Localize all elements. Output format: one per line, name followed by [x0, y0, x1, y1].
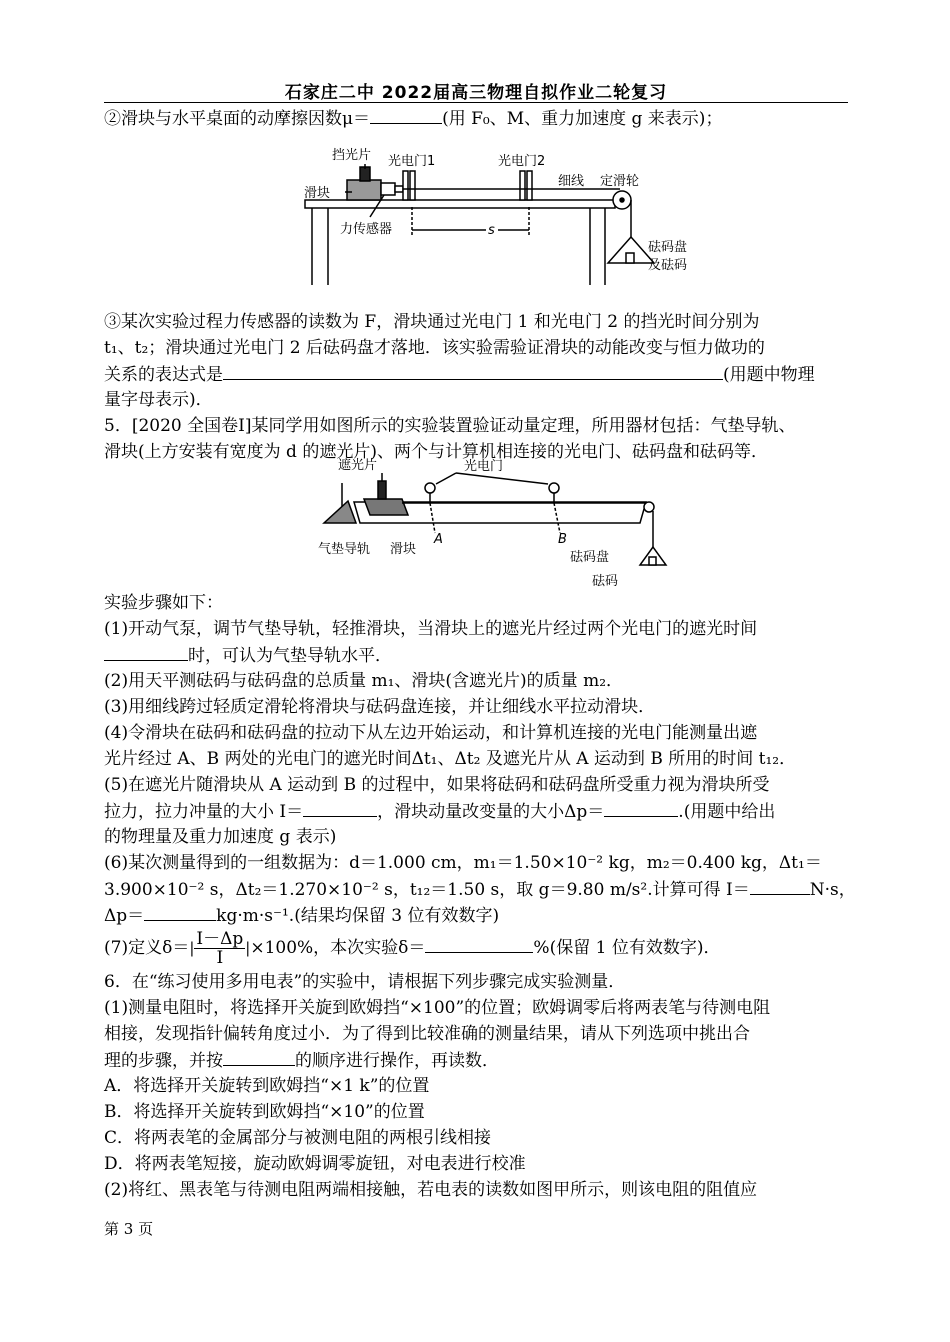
q5-step-2: (2)用天平测砝码与砝码盘的总质量 m₁、滑块(含遮光片)的质量 m₂． [104, 671, 624, 691]
fig-label-force-sensor: 力传感器 [340, 222, 393, 237]
q5-step-1a: (1)开动气泵，调节气垫导轨，轻推滑块，当滑块上的遮光片经过两个光电门的遮光时间 [104, 619, 758, 639]
answer-blank [104, 643, 188, 661]
fig-label-string: 细线 [558, 174, 585, 189]
page-header: 石家庄二中 2022届高三物理自拟作业二轮复习 [284, 83, 668, 103]
fig-label-air-track: 气垫导轨 [318, 542, 371, 557]
header-rule [104, 102, 848, 103]
q5-step-7: (7)定义δ＝| $\frac{I-\Delta p}{I}$ |×100%，本次实验δ＝ %(保留 1 位有效数字)． [104, 929, 721, 968]
q5-step-6c: Δp＝ kg·m·s⁻¹.(结果均保留 3 位有效数字) [104, 903, 499, 928]
q5-step-6a: (6)某次测量得到的一组数据为：d＝1.000 cm，m₁＝1.50×10⁻² kg，m₂＝0.400 kg，Δt₁＝ [104, 853, 822, 873]
fig-label-blocking-plate: 挡光片 [332, 148, 372, 163]
q5-step-6b: 3.900×10⁻² s，Δt₂＝1.270×10⁻² s，t₁₂＝1.50 s，取 g＝9.80 m/s².计算可得 I＝ N·s， [104, 877, 856, 902]
q5-step-3: (3)用细线跨过轻质定滑轮将滑块与砝码盘连接，并让细线水平拉动滑块． [104, 697, 656, 717]
q4-line-3a: ③某次实验过程力传感器的读数为 F，滑块通过光电门 1 和光电门 2 的挡光时间分别为 [104, 312, 760, 332]
answer-blank [604, 799, 678, 817]
q6-option-a: A．将选择开关旋转到欧姆挡“×1 k”的位置 [104, 1076, 430, 1096]
answer-blank [144, 903, 216, 921]
fig-label-distance-s: s [488, 223, 495, 238]
fig-label-slider: 滑块 [390, 542, 417, 557]
answer-blank [223, 1048, 295, 1066]
q4-line-2: ②滑块与水平桌面的动摩擦因数μ＝ (用 F₀、M、重力加速度 g 来表示)； [104, 106, 722, 131]
q5-step-5b: 拉力，拉力冲量的大小 I＝ ，滑块动量改变量的大小Δp＝ .(用题中给出 [104, 799, 775, 824]
answer-blank [223, 362, 723, 380]
q5-intro-1: 5．[2020 全国卷Ⅰ]某同学用如图所示的实验装置验证动量定理，所用器材包括：气垫导轨、 [104, 416, 796, 436]
page-number: 第 3 页 [104, 1220, 154, 1238]
q5-steps-title: 实验步骤如下： [104, 593, 223, 613]
fig-label-photogate: 光电门 [464, 459, 504, 474]
q5-step-5c: 的物理量及重力加速度 g 表示) [104, 827, 337, 847]
q6-option-b: B．将选择开关旋转到欧姆挡“×10”的位置 [104, 1102, 425, 1122]
q5-step-1b: 时，可认为气垫导轨水平． [104, 643, 392, 668]
answer-blank [303, 799, 377, 817]
answer-blank [750, 877, 810, 895]
q6-intro: 6．在“练习使用多用电表”的实验中，请根据下列步骤完成实验测量． [104, 972, 626, 992]
fig-label-weights: 砝码 [592, 574, 619, 589]
fig-label-point-b: B [558, 532, 567, 547]
fig-label-pan: 砝码盘 [570, 550, 610, 565]
q4-line-3b: t₁、t₂；滑块通过光电门 2 后砝码盘才落地．该实验需验证滑块的动能改变与恒力做功的 [104, 338, 765, 358]
fig-label-pan: 砝码盘 [648, 240, 688, 255]
q6-part-1a: (1)测量电阻时，将选择开关旋到欧姆挡“×100”的位置；欧姆调零后将两表笔与待测电阻 [104, 998, 771, 1018]
q6-part-1c: 理的步骤，并按 的顺序进行操作，再读数． [104, 1048, 499, 1073]
q5-step-5a: (5)在遮光片随滑块从 A 运动到 B 的过程中，如果将砝码和砝码盘所受重力视为滑块所受 [104, 775, 770, 795]
q4-line-3d: 量字母表示)． [104, 390, 213, 410]
q6-part-1b: 相接，发现指针偏转角度过小．为了得到比较准确的测量结果，请从下列选项中挑出合 [104, 1024, 750, 1044]
q6-option-d: D．将两表笔短接，旋动欧姆调零旋钮，对电表进行校准 [104, 1154, 526, 1174]
q6-part-2: (2)将红、黑表笔与待测电阻两端相接触，若电表的读数如图甲所示，则该电阻的阻值应 [104, 1180, 758, 1200]
answer-blank [370, 106, 442, 124]
q5-step-4b: 光片经过 A、B 两处的光电门的遮光时间Δt₁、Δt₂ 及遮光片从 A 运动到 B 所用的时间 t₁₂． [104, 749, 797, 769]
fig-label-photogate-2: 光电门2 [498, 154, 546, 169]
fig-label-weights: 及砝码 [648, 258, 688, 273]
figure-q5-air-track [310, 455, 680, 590]
answer-blank [425, 935, 533, 953]
figure-q4-apparatus [300, 145, 690, 290]
fig-label-point-a: A [434, 532, 443, 547]
q5-step-4a: (4)令滑块在砝码和砝码盘的拉动下从左边开始运动，和计算机连接的光电门能测量出遮 [104, 723, 758, 743]
fig-label-slider: 滑块 [304, 186, 331, 201]
fig-label-shading-plate: 遮光片 [338, 458, 378, 473]
q5-intro-2: 滑块(上方安装有宽度为 d 的遮光片)、两个与计算机相连接的光电门、砝码盘和砝码等． [104, 442, 768, 462]
fig-label-pulley: 定滑轮 [600, 174, 640, 189]
fig-label-photogate-1: 光电门1 [388, 154, 436, 169]
q4-line-3c: 关系的表达式是 (用题中物理 [104, 362, 815, 387]
delta-fraction: $\frac{I-\Delta p}{I}$ [196, 929, 244, 968]
q6-option-c: C．将两表笔的金属部分与被测电阻的两根引线相接 [104, 1128, 492, 1148]
